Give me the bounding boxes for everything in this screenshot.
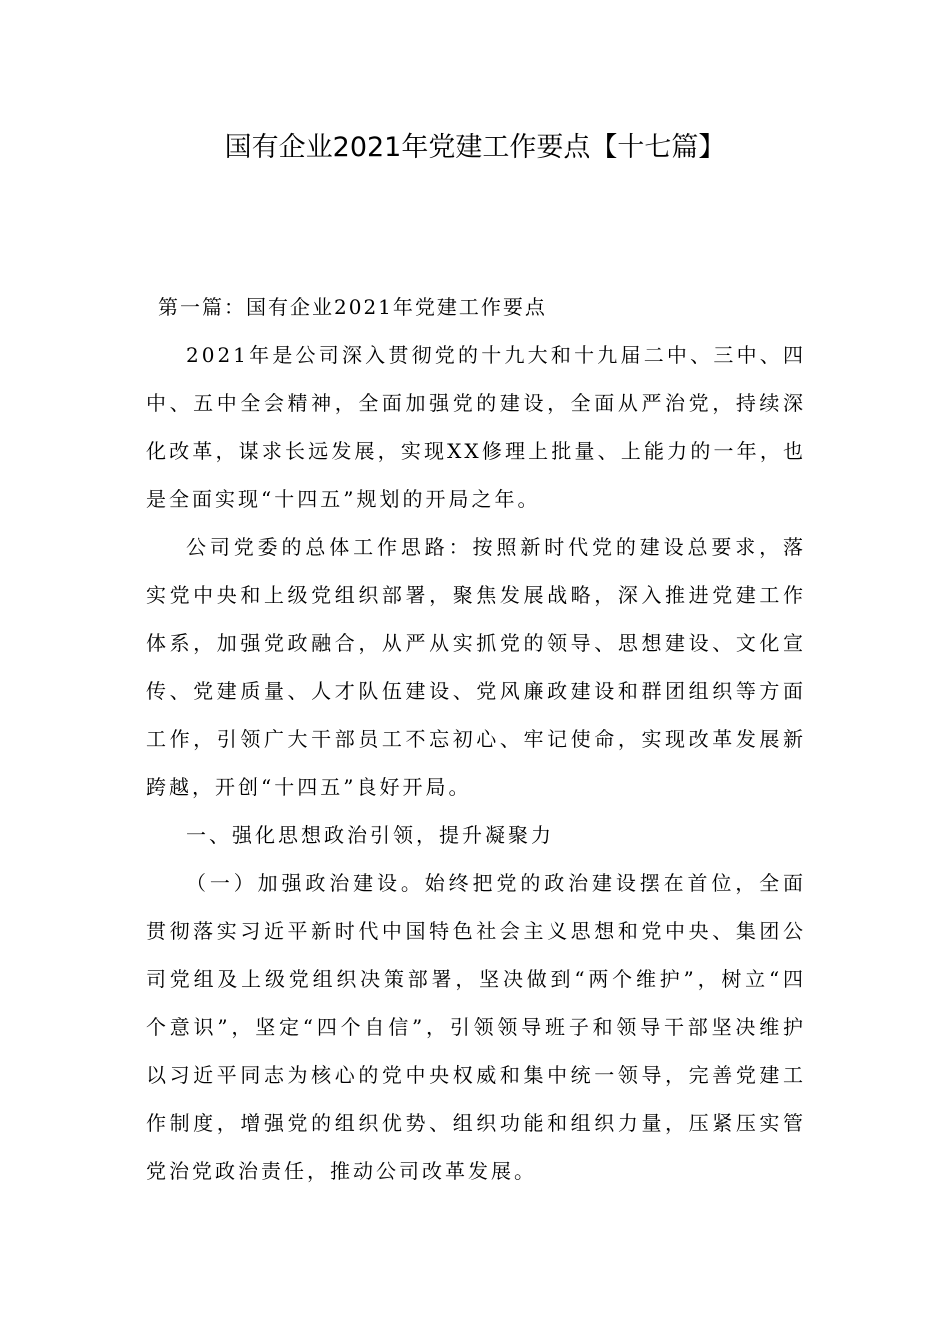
paragraph-intro: 2021年是公司深入贯彻党的十九大和十九届二中、三中、四中、五中全会精神，全面加强党的建设，全面从严治党，持续深化改革，谋求长远发展，实现XX修理上批量、上能力的一年，也是全面实现“十四五”规划的开局之年。	[146, 343, 806, 511]
paragraph-work-approach: 公司党委的总体工作思路：按照新时代党的建设总要求，落实党中央和上级党组织部署，聚焦发展战略，深入推进党建工作体系，加强党政融合，从严从实抓党的领导、思想建设、文化宣传、党建质量、人才队伍建设、党风廉政建设和群团组织等方面工作，引领广大干部员工不忘初心、牢记使命，实现改革发展新跨越，开创“十四五”良好开局。	[146, 535, 806, 799]
subsection-heading: 一、强化思想政治引领，提升凝聚力	[186, 823, 554, 847]
paragraph-political-construction: （一）加强政治建设。始终把党的政治建设摆在首位，全面贯彻落实习近平新时代中国特色社会主义思想和党中央、集团公司党组及上级党组织决策部署，坚决做到“两个维护”，树立“四个意识”，坚定“四个自信”，引领领导班子和领导干部坚决维护以习近平同志为核心的党中央权威和集中统一领导，完善党建工作制度，增强党的组织优势、组织功能和组织力量，压紧压实管党治党政治责任，推动公司改革发展。	[146, 871, 806, 1183]
section-heading: 第一篇：国有企业2021年党建工作要点	[158, 295, 547, 319]
document-title: 国有企业2021年党建工作要点【十七篇】	[224, 132, 726, 163]
document-body	[146, 283, 806, 1195]
